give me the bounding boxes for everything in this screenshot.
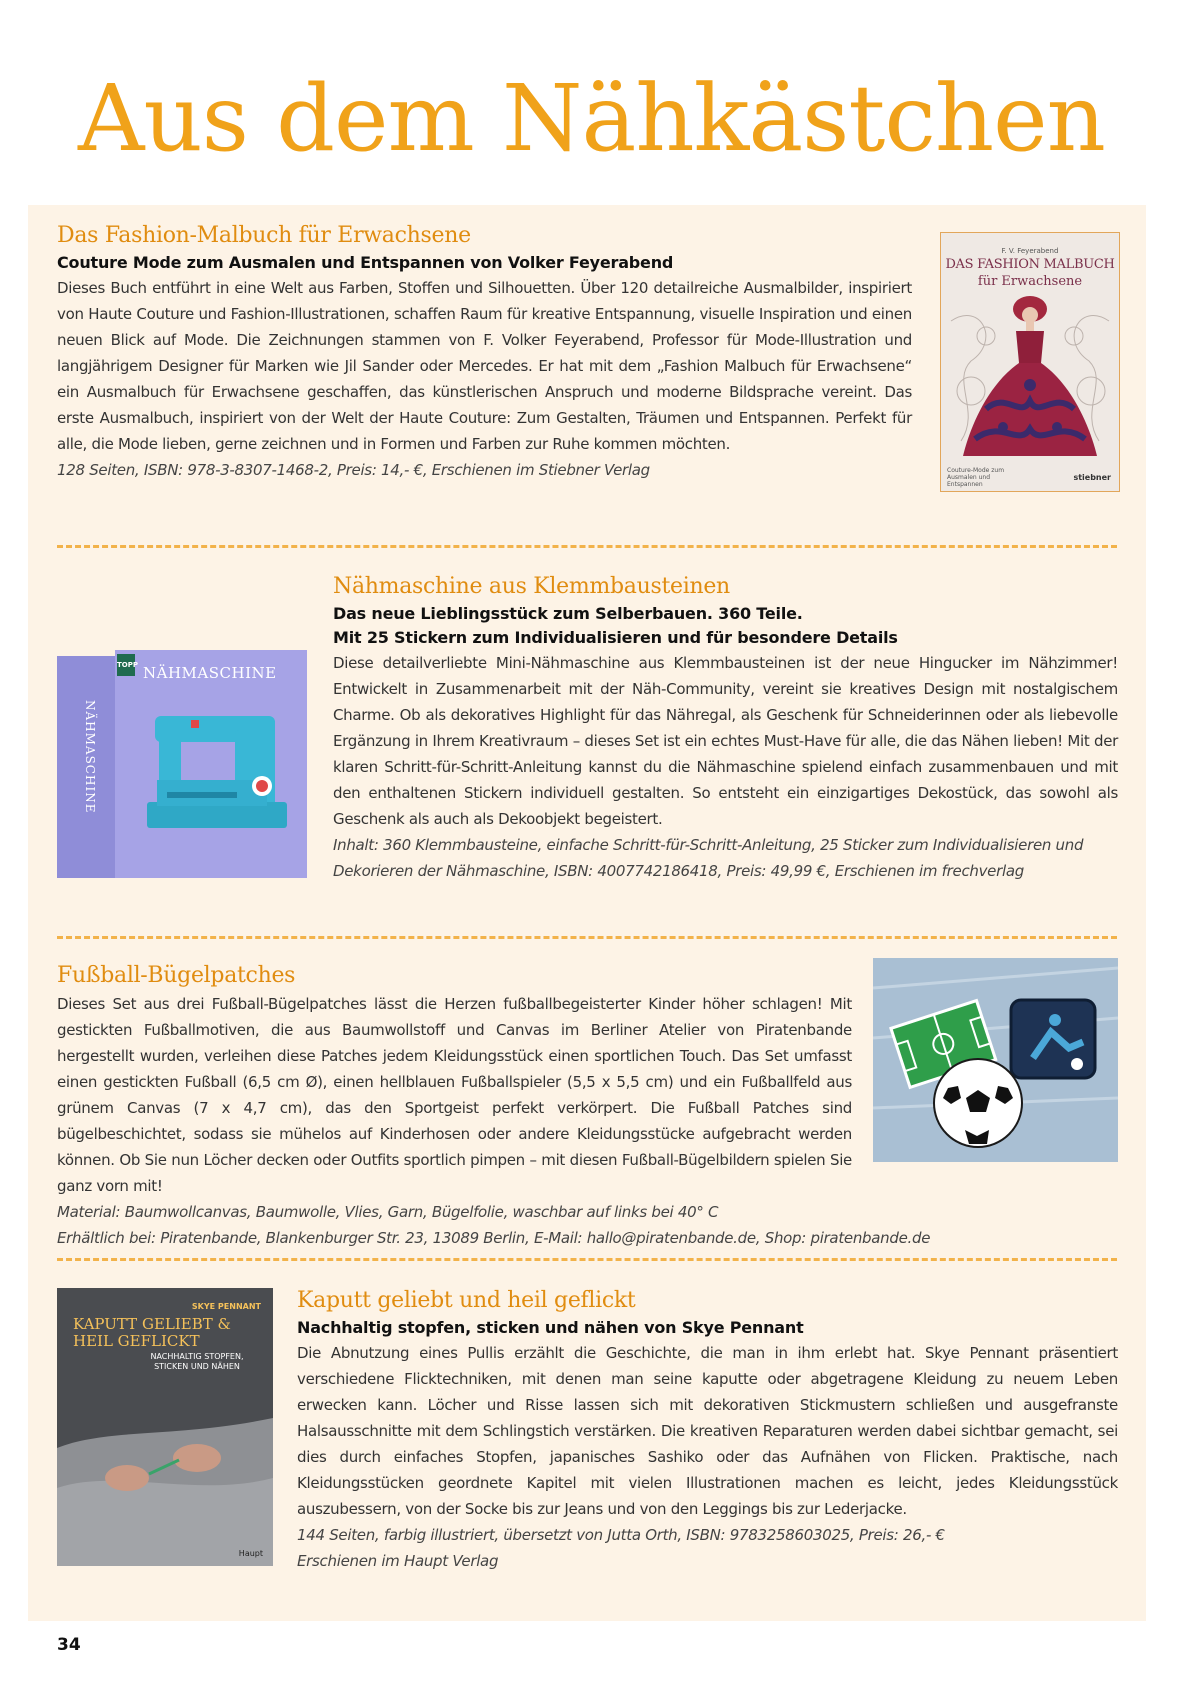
patches-photo <box>873 958 1118 1162</box>
kaputt-geliebt-cover <box>57 1288 273 1566</box>
publisher-logo: Haupt <box>238 1549 263 1558</box>
article-body: Dieses Buch entführt in eine Welt aus Farben, Stoffen und Silhouetten. Über 120 detailreiche Ausmalbilder, inspiriert von Haute Couture und Fashion-Illustrationen, schaffen Raum für kreative Entspannung, visuelle Inspiration und einen neuen Blick auf Mode. Die Zeichnungen stammen von F. Volker Feyerabend, Professor für Mode-Illustration und langjährigem Designer für Marken wie Jil Sander oder Mercedes. Er hat mit dem „Fashion Malbuch für Erwachsene“ ein Ausmalbuch für Erwachsene geschaffen, das künstlerischen Anspruch und moderne Bildsprache vereint. Das erste Ausmalbuch, inspiriert von der Welt der Haute Couture: Zum Gestalten, Träumen und Entspannen. Perfekt für alle, die Mode lieben, gerne zeichnen und in Formen und Farben zur Ruhe kommen möchten. <box>57 279 912 453</box>
cover-title: DAS FASHION MALBUCH <box>945 257 1115 272</box>
article-meta: 144 Seiten, farbig illustriert, übersetzt von Jutta Orth, ISBN: 9783258603025, Preis: 26,- € <box>297 1526 945 1544</box>
article-meta: Erhältlich bei: Piratenbande, Blankenburger Str. 23, 13089 Berlin, E-Mail: hallo@piratenbande.de, Shop: piratenbande.de <box>57 1229 931 1247</box>
section-divider <box>57 936 1117 939</box>
patches-illustration <box>873 958 1118 1162</box>
page-number: 34 <box>57 1635 81 1655</box>
naehmaschine-box <box>57 650 307 882</box>
article-subtitle: Mit 25 Stickern zum Individualisieren und für besondere Details <box>333 628 898 647</box>
dress-illustration <box>941 291 1119 461</box>
fashion-malbuch-cover <box>940 232 1120 492</box>
cover-title: KAPUTT GELIEBT & HEIL GEFLICKT <box>73 1315 231 1350</box>
article-title: Fußball-Bügelpatches <box>57 963 296 988</box>
article-title: Das Fashion-Malbuch für Erwachsene <box>57 223 471 248</box>
article-subtitle: Couture Mode zum Ausmalen und Entspannen von Volker Feyerabend <box>57 253 674 272</box>
article-body: Die Abnutzung eines Pullis erzählt die Geschichte, die man in ihm erlebt hat. Skye Pennant präsentiert verschiedene Flicktechniken, mit denen man seine kaputte oder abgetragene Kleidung zu neuem Leben erwecken kann. Löcher und Risse lassen sich mit dekorativen Stickmustern schließen und ausgefranste Halsausschnitte mit dem Schlingstich verstärken. Die kreativen Reparaturen werden dabei sichtbar gemacht, sei dies durch einfaches Stopfen, japanisches Sashiko oder das Aufnähen von Flicken. Praktische, nach Kleidungsstücken geordnete Kapitel mit vielen Illustrationen machen es leicht, jedes Kleidungsstück auszubessern, von der Socke bis zur Jeans und von den Leggings bis zur Lederjacke. <box>297 1344 1118 1518</box>
article-body: Diese detailverliebte Mini-Nähmaschine aus Klemmbausteinen ist der neue Hingucker im Nähzimmer! Entwickelt in Zusammenarbeit mit der Näh-Community, vereint sie kreatives Design mit nostalgischem Charme. Ob als dekoratives Highlight für das Nähregal, als Geschenk für Schneiderinnen oder als liebevolle Ergänzung in Ihrem Kreativraum – dieses Set ist ein echtes Must-Have für alle, die das Nähen lieben! Mit der klaren Schritt-für-Schritt-Anleitung kannst du die Nähmaschine spielend einfach zusammenbauen und mit den enthaltenen Stickern individuell gestalten. So entsteht ein einzigartiges Dekostück, das sowohl als Geschenk als auch als Dekoobjekt begeistert. <box>333 654 1118 828</box>
cover-subtitle: NACHHALTIG STOPFEN, STICKEN UND NÄHEN <box>150 1352 244 1371</box>
article-meta: Material: Baumwollcanvas, Baumwolle, Vlies, Garn, Bügelfolie, waschbar auf links bei 40° C <box>57 1203 719 1221</box>
article-meta: 128 Seiten, ISBN: 978-3-8307-1468-2, Preis: 14,- €, Erschienen im Stiebner Verlag <box>57 461 650 479</box>
cover-author: F. V. Feyerabend <box>1001 247 1059 255</box>
box-title: NÄHMASCHINE <box>143 664 277 682</box>
article-naehmaschine <box>333 574 1118 884</box>
publisher-logo: stiebner <box>1073 473 1111 482</box>
cover-tagline: Couture-Mode zum Ausmalen und Entspannen <box>947 467 1005 488</box>
cover-author: SKYE PENNANT <box>191 1302 261 1311</box>
article-fashion-malbuch <box>57 223 912 483</box>
sewing-machine-illustration <box>137 706 297 846</box>
cover-subtitle: für Erwachsene <box>977 274 1083 289</box>
article-meta: Inhalt: 360 Klemmbausteine, einfache Schritt-für-Schritt-Anleitung, 25 Sticker zum Individualisieren und Dekorieren der Nähmaschine, ISBN: 4007742186418, Preis: 49,99 €, Erschienen im frechverlag <box>333 836 1084 880</box>
article-kaputt-geliebt <box>297 1288 1118 1574</box>
box-side-title: NÄHMASCHINE <box>83 700 97 814</box>
article-subtitle: Nachhaltig stopfen, sticken und nähen von Skye Pennant <box>297 1318 804 1337</box>
section-divider <box>57 1258 1117 1261</box>
article-meta: Erschienen im Haupt Verlag <box>297 1552 499 1570</box>
article-body: Dieses Set aus drei Fußball-Bügelpatches lässt die Herzen fußballbegeisterter Kinder höher schlagen! Mit gestickten Fußballmotiven, die aus Baumwollstoff und Canvas im Berliner Atelier von Piratenbande hergestellt wurden, verleihen diese Patches jedem Kleidungsstück einen sportlichen Touch. Das Set umfasst einen gestickten Fußball (6,5 cm Ø), einen hellblauen Fußballspieler (5,5 x 5,5 cm) und ein Fußballfeld aus grünem Canvas (7 x 4,7 cm), das den Sportgeist perfekt verkörpert. Die Fußball Patches sind bügelbeschichtet, sodass sie mühelos auf Kinderhosen oder andere Kleidungsstücke aufgebracht werden können. Ob Sie nun Löcher decken oder Outfits sportlich pimpen – mit diesen Fußball-Bügelbildern spielen Sie ganz vorn mit! <box>57 995 852 1195</box>
page-title: Aus dem Nähkästchen <box>78 65 1105 172</box>
section-divider <box>57 545 1117 548</box>
article-title: Nähmaschine aus Klemmbausteinen <box>333 574 730 599</box>
article-title: Kaputt geliebt und heil geflickt <box>297 1288 636 1313</box>
article-subtitle: Das neue Lieblingsstück zum Selberbauen. 360 Teile. <box>333 604 803 623</box>
brand-logo: TOPP <box>117 654 135 676</box>
